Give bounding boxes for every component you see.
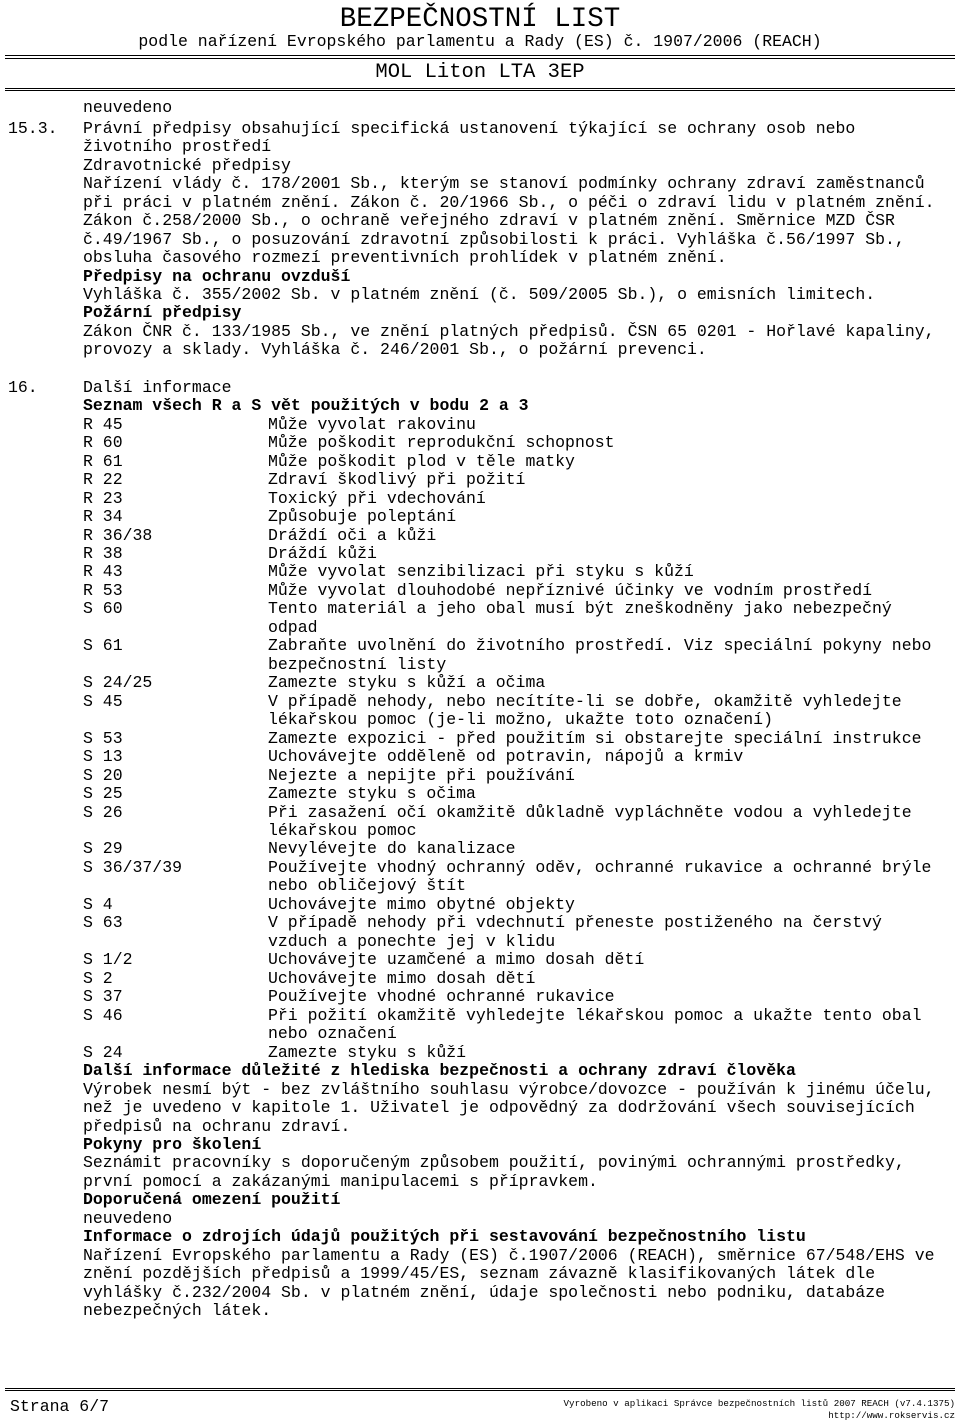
paragraph-line: Zákon ČNR č. 133/1985 Sb., ve znění platných předpisů. ČSN 65 0201 - Hořlavé kapaliny,: [83, 321, 935, 341]
phrase-code: R 38: [83, 543, 123, 563]
phrase-row: [0, 804, 960, 841]
text-line: [0, 730, 960, 748]
text-line: [0, 859, 960, 877]
phrase-row: [0, 600, 960, 637]
paragraph-line: č.49/1967 Sb., o posuzování zdravotní způsobilosti k práci. Vyhláška č.56/1997 Sb.,: [83, 229, 905, 249]
phrase-text: Uchovávejte mimo obytné objekty: [268, 894, 575, 914]
phrase-text: Při zasažení očí okamžitě důkladně vypláchněte vodou a vyhledejte: [268, 802, 912, 822]
phrase-text: lékařskou pomoc (je-li možno, ukažte toto označení): [268, 710, 773, 730]
phrase-text: Zabraňte uvolnění do životního prostředí. Viz speciální pokyny nebo: [268, 636, 932, 656]
generator-note: Vyrobeno v aplikaci Správce bezpečnostních listů 2007 REACH (v7.4.1375): [563, 1398, 955, 1409]
phrase-text: nebo označení: [268, 1024, 397, 1044]
phrase-text: nebo obličejový štít: [268, 876, 467, 896]
phrase-code: S 4: [83, 894, 113, 914]
phrase-text: Používejte vhodné ochranné rukavice: [268, 987, 615, 1007]
phrase-text: Používejte vhodný ochranný oděv, ochranné rukavice a ochranné brýle: [268, 857, 932, 877]
phrase-code: R 34: [83, 507, 123, 527]
text-line: [0, 896, 960, 914]
text-line: [0, 1228, 960, 1246]
subheading-restrictions: Doporučená omezení použití: [83, 1190, 341, 1210]
phrase-code: S 24: [83, 1042, 123, 1062]
value-not-stated: neuvedeno: [83, 1208, 173, 1228]
phrase-code: R 23: [83, 488, 123, 508]
paragraph-line: vyhlášky č.232/2004 Sb. v platném znění, údaje společnosti nebo podniku, databáze: [83, 1282, 886, 1302]
text-line: [0, 120, 960, 138]
phrase-text: lékařskou pomoc: [268, 821, 417, 840]
text-line: [0, 804, 960, 822]
text-line: [0, 748, 960, 766]
phrase-row: [0, 434, 960, 452]
text-line: [0, 304, 960, 322]
phrase-row: [0, 490, 960, 508]
footer-divider: [5, 1388, 955, 1391]
phrase-row: [0, 896, 960, 914]
page-number: Strana 6/7: [10, 1397, 110, 1416]
text-line: [0, 563, 960, 581]
phrase-code: S 61: [83, 636, 123, 656]
text-line: [0, 1265, 960, 1283]
text-line: [0, 453, 960, 471]
phrase-code: S 53: [83, 728, 123, 748]
text-line: [0, 711, 960, 729]
phrase-row: [0, 988, 960, 1006]
value-not-stated: neuvedeno: [83, 97, 173, 117]
text-line: [0, 1173, 960, 1191]
text-line: [0, 1302, 960, 1320]
phrase-code: S 36/37/39: [83, 857, 183, 877]
text-line: [0, 619, 960, 637]
phrase-code: R 60: [83, 433, 123, 453]
section-number: 16.: [8, 377, 38, 397]
phrase-text: Může poškodit reprodukční schopnost: [268, 433, 615, 453]
text-line: [0, 1247, 960, 1265]
text-line: [0, 397, 960, 415]
text-line: [0, 656, 960, 674]
phrase-code: S 24/25: [83, 673, 153, 693]
text-line: [0, 508, 960, 526]
phrase-code: R 61: [83, 451, 123, 471]
section-15-3: [0, 120, 960, 360]
subheading-health: Zdravotnické předpisy: [83, 155, 291, 175]
paragraph-line: znění pozdějších předpisů a 1999/45/ES, seznam závazně klasifikovaných látek dle: [83, 1264, 876, 1284]
previous-section-tail: [0, 99, 960, 117]
text-line: [0, 323, 960, 341]
phrase-text: Může vyvolat rakovinu: [268, 414, 476, 434]
text-line: [0, 1062, 960, 1080]
phrase-text: Uchovávejte uzamčené a mimo dosah dětí: [268, 950, 645, 970]
text-line: [0, 471, 960, 489]
text-line: [0, 785, 960, 803]
text-line: [0, 988, 960, 1006]
phrase-text: bezpečnostní listy: [268, 654, 447, 674]
phrase-text: Při požití okamžitě vyhledejte lékařskou pomoc a ukažte tento obal: [268, 1005, 922, 1025]
text-line: [0, 99, 960, 117]
phrase-list: [0, 416, 960, 1062]
text-line: [0, 175, 960, 193]
text-line: [0, 138, 960, 156]
phrase-row: [0, 840, 960, 858]
phrase-row: [0, 545, 960, 563]
product-name: MOL Liton LTA 3EP: [375, 61, 585, 84]
text-line: [0, 951, 960, 969]
text-line: [0, 341, 960, 359]
paragraph-line: Seznámit pracovníky s doporučeným způsobem použití, povinými ochrannými prostředky,: [83, 1153, 905, 1173]
document-subtitle: podle nařízení Evropského parlamentu a Rady (ES) č. 1907/2006 (REACH): [138, 32, 822, 51]
phrase-row: [0, 527, 960, 545]
header-divider: [5, 55, 955, 59]
phrase-row: [0, 508, 960, 526]
phrase-text: vzduch a ponechte jej v klidu: [268, 931, 556, 951]
phrase-code: S 63: [83, 913, 123, 933]
text-line: [0, 693, 960, 711]
text-line: [0, 1025, 960, 1043]
phrase-list-heading: Seznam všech R a S vět použitých v bodu 2 a 3: [83, 396, 529, 416]
phrase-text: Může vyvolat senzibilizaci při styku s kůží: [268, 562, 694, 582]
subheading-training: Pokyny pro školení: [83, 1134, 262, 1154]
phrase-row: [0, 748, 960, 766]
paragraph-line: předpisů na ochranu zdraví.: [83, 1116, 351, 1136]
phrase-text: Může poškodit plod v těle matky: [268, 451, 575, 471]
phrase-code: S 1/2: [83, 950, 133, 970]
paragraph-line: při práci v platném znění. Zákon č. 20/1966 Sb., o péči o zdraví lidu v platném znění.: [83, 192, 935, 212]
text-line: [0, 674, 960, 692]
phrase-code: S 45: [83, 691, 123, 711]
phrase-code: S 29: [83, 839, 123, 859]
section-title: Další informace: [83, 377, 232, 397]
paragraph-line: Nařízení vlády č. 178/2001 Sb., kterým se stanoví podmínky ochrany zdraví zaměstnanců: [83, 174, 925, 194]
text-line: [0, 767, 960, 785]
text-line: [0, 231, 960, 249]
phrase-code: S 60: [83, 599, 123, 619]
phrase-row: [0, 1007, 960, 1044]
phrase-row: [0, 416, 960, 434]
phrase-row: [0, 767, 960, 785]
text-line: [0, 249, 960, 267]
paragraph-line: obsluha časového rozmezí preventivních prohlídek v platném znění.: [83, 248, 727, 268]
text-line: [0, 194, 960, 212]
text-line: [0, 212, 960, 230]
text-line: [0, 1044, 960, 1062]
phrase-text: Zamezte styku s kůží: [268, 1042, 467, 1062]
paragraph-line: Zákon č.258/2000 Sb., o ochraně veřejného zdraví v platném znění. Směrnice MZD ČSR: [83, 211, 895, 231]
text-line: [0, 1007, 960, 1025]
phrase-text: Zamezte styku s kůží a očima: [268, 673, 546, 693]
phrase-code: S 2: [83, 968, 113, 988]
phrase-code: R 45: [83, 414, 123, 434]
phrase-row: [0, 453, 960, 471]
text-line: [0, 840, 960, 858]
phrase-row: [0, 730, 960, 748]
phrase-row: [0, 785, 960, 803]
phrase-row: [0, 563, 960, 581]
text-line: [0, 600, 960, 618]
text-line: [0, 1284, 960, 1302]
text-line: [0, 1081, 960, 1099]
text-line: [0, 527, 960, 545]
paragraph-line: Vyhláška č. 355/2002 Sb. v platném znění (č. 509/2005 Sb.), o emisních limitech.: [83, 284, 876, 304]
subheading-safety-info: Další informace důležité z hlediska bezpečnosti a ochrany zdraví člověka: [83, 1061, 796, 1081]
text-line: [0, 545, 960, 563]
phrase-text: Způsobuje poleptání: [268, 507, 457, 527]
phrase-text: Dráždí oči a kůži: [268, 525, 437, 545]
section-title: životního prostředí: [83, 137, 272, 157]
section-title: Právní předpisy obsahující specifická ustanovení týkající se ochrany osob nebo: [83, 118, 856, 138]
text-line: [0, 1210, 960, 1228]
phrase-row: [0, 951, 960, 969]
text-line: [0, 286, 960, 304]
text-line: [0, 434, 960, 452]
phrase-code: R 53: [83, 580, 123, 600]
text-line: [0, 822, 960, 840]
paragraph-line: nebezpečných látek.: [83, 1301, 272, 1321]
text-line: [0, 379, 960, 397]
paragraph-line: Nařízení Evropského parlamentu a Rady (ES) č.1907/2006 (REACH), směrnice 67/548/EHS ve: [83, 1245, 935, 1265]
phrase-code: S 25: [83, 784, 123, 804]
phrase-code: R 22: [83, 470, 123, 490]
phrase-code: S 13: [83, 747, 123, 767]
text-line: [0, 416, 960, 434]
phrase-row: [0, 582, 960, 600]
phrase-row: [0, 859, 960, 896]
subheading-fire: Požární předpisy: [83, 303, 242, 323]
text-line: [0, 1118, 960, 1136]
phrase-code: S 46: [83, 1005, 123, 1025]
section-16: [0, 379, 960, 1321]
phrase-text: V případě nehody, nebo necítíte-li se dobře, okamžitě vyhledejte: [268, 691, 902, 711]
phrase-row: [0, 1044, 960, 1062]
phrase-code: S 20: [83, 765, 123, 785]
text-line: [0, 157, 960, 175]
text-line: [0, 637, 960, 655]
text-line: [0, 933, 960, 951]
paragraph-line: než je uvedeno v kapitole 1. Uživatel je odpovědný za dodržování všech souvisejících: [83, 1098, 915, 1118]
phrase-text: Může vyvolat dlouhodobé nepříznivé účinky ve vodním prostředí: [268, 580, 872, 600]
phrase-text: Nejezte a nepijte při používání: [268, 765, 575, 785]
phrase-code: R 43: [83, 562, 123, 582]
document-title: BEZPEČNOSTNÍ LIST: [339, 4, 621, 35]
phrase-text: odpad: [268, 617, 318, 637]
section-number: 15.3.: [8, 118, 58, 138]
text-line: [0, 1154, 960, 1172]
phrase-code: S 37: [83, 987, 123, 1007]
paragraph-line: provozy a sklady. Vyhláška č. 246/2001 Sb., o požární prevenci.: [83, 340, 707, 360]
phrase-row: [0, 693, 960, 730]
phrase-text: Nevylévejte do kanalizace: [268, 839, 516, 859]
text-line: [0, 914, 960, 932]
subheading-sources: Informace o zdrojích údajů použitých při sestavování bezpečnostního listu: [83, 1227, 806, 1247]
phrase-row: [0, 637, 960, 674]
header-divider-bottom: [5, 88, 955, 91]
text-line: [0, 1136, 960, 1154]
paragraph-line: Výrobek nesmí být - bez zvláštního souhlasu výrobce/dovozce - používán k jinému účelu,: [83, 1079, 935, 1099]
text-line: [0, 268, 960, 286]
phrase-text: Zdraví škodlivý při požití: [268, 470, 526, 490]
vendor-link[interactable]: http://www.rokservis.cz: [828, 1410, 955, 1421]
phrase-row: [0, 674, 960, 692]
text-line: [0, 1191, 960, 1209]
text-line: [0, 1099, 960, 1117]
paragraph-line: první pomocí a zakázanými manipulacemi s přípravkem.: [83, 1171, 598, 1191]
phrase-text: Uchovávejte odděleně od potravin, nápojů a krmiv: [268, 747, 744, 767]
phrase-code: S 26: [83, 802, 123, 822]
phrase-row: [0, 914, 960, 951]
text-line: [0, 582, 960, 600]
text-line: [0, 490, 960, 508]
phrase-row: [0, 471, 960, 489]
phrase-code: R 36/38: [83, 525, 153, 545]
phrase-text: Toxický při vdechování: [268, 488, 486, 508]
text-line: [0, 877, 960, 895]
phrase-row: [0, 970, 960, 988]
phrase-text: Zamezte expozici - před použitím si obstarejte speciální instrukce: [268, 728, 922, 748]
text-line: [0, 970, 960, 988]
phrase-text: Dráždí kůži: [268, 543, 377, 563]
phrase-text: Zamezte styku s očima: [268, 784, 476, 804]
phrase-text: Uchovávejte mimo dosah dětí: [268, 968, 536, 988]
phrase-text: V případě nehody při vdechnutí přeneste postiženého na čerstvý: [268, 913, 882, 933]
phrase-text: Tento materiál a jeho obal musí být zneškodněny jako nebezpečný: [268, 599, 892, 619]
subheading-air: Předpisy na ochranu ovzduší: [83, 266, 351, 286]
